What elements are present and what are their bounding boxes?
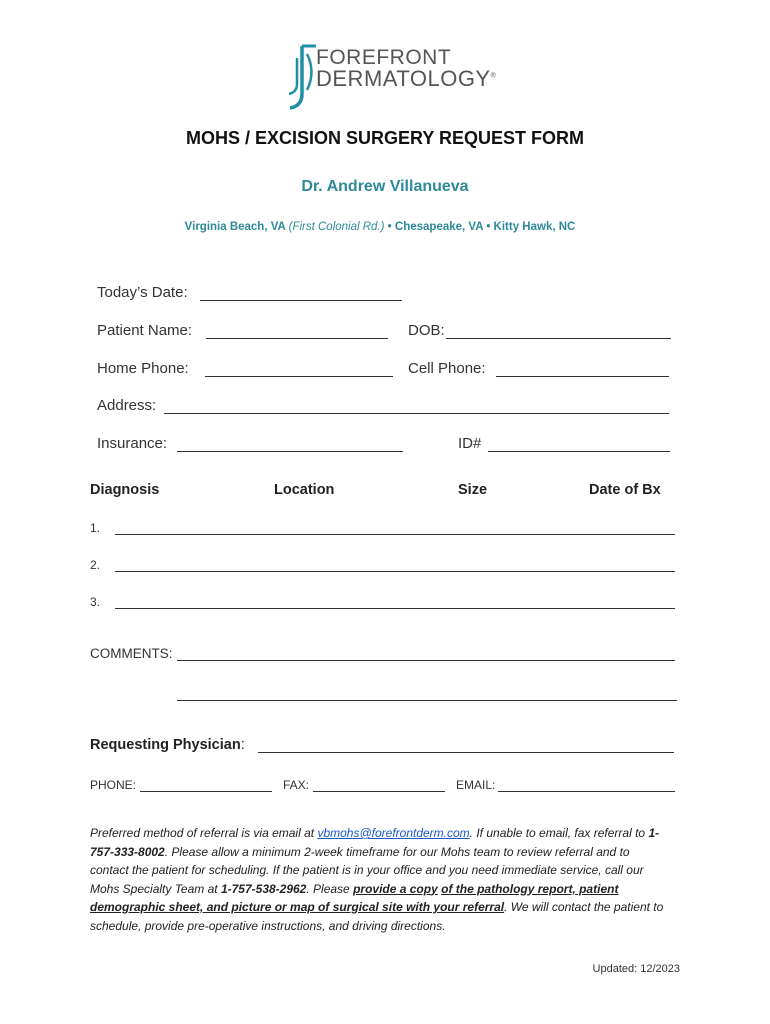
patient-name-field[interactable] bbox=[206, 337, 388, 339]
referral-email-link[interactable]: vbmohs@forefrontderm.com bbox=[317, 826, 470, 840]
diagnosis-row-2[interactable] bbox=[115, 570, 675, 572]
insurance-label: Insurance: bbox=[97, 435, 168, 452]
referral-instructions: Preferred method of referral is via email at vbmohs@forefrontderm.com. If unable to email, fax referral to 1-757-333-8002. Please allow a minimum 2-week timeframe for our Mohs team to review referral and to contact the patient for scheduling. If the patient is in your office and you need immediate service, call our Mohs Specialty Team at 1-757-538-2962. Please provide a copy of the pathology report, patient demographic sheet, and picture or map of surgical site with your referral. We will contact the patient to schedule, provide pre-operative instructions, and driving directions. bbox=[90, 826, 664, 933]
cell-phone-field[interactable] bbox=[496, 375, 669, 377]
row-number-2: 2. bbox=[90, 558, 101, 572]
dob-label: DOB: bbox=[408, 322, 445, 339]
fax-field[interactable] bbox=[313, 790, 445, 792]
todays-date-field[interactable] bbox=[200, 299, 402, 301]
comments-field-line1[interactable] bbox=[177, 659, 675, 661]
address-field[interactable] bbox=[164, 412, 669, 414]
requesting-physician-label: Requesting Physician: bbox=[90, 737, 245, 753]
phone-label: PHONE: bbox=[90, 778, 137, 792]
home-phone-field[interactable] bbox=[205, 375, 393, 377]
email-label: EMAIL: bbox=[456, 778, 496, 792]
row-number-3: 3. bbox=[90, 595, 101, 609]
diagnosis-header: Diagnosis bbox=[90, 482, 160, 498]
id-label: ID# bbox=[458, 435, 482, 452]
comments-label: COMMENTS: bbox=[90, 646, 173, 661]
id-field[interactable] bbox=[488, 450, 670, 452]
doctor-name: Dr. Andrew Villanueva bbox=[301, 178, 469, 195]
patient-name-label: Patient Name: bbox=[97, 322, 193, 339]
home-phone-label: Home Phone: bbox=[97, 360, 189, 377]
dob-field[interactable] bbox=[446, 337, 671, 339]
updated-date: Updated: 12/2023 bbox=[592, 963, 680, 975]
logo-text-line1: FOREFRONT bbox=[316, 46, 452, 69]
fax-label: FAX: bbox=[283, 778, 310, 792]
logo-text-line2: DERMATOLOGY® bbox=[316, 66, 497, 91]
insurance-field[interactable] bbox=[177, 450, 403, 452]
locations-line: Virginia Beach, VA (First Colonial Rd.) • Chesapeake, VA • Kitty Hawk, NC bbox=[184, 221, 576, 233]
location-header: Location bbox=[274, 482, 335, 498]
row-number-1: 1. bbox=[90, 521, 101, 535]
address-label: Address: bbox=[97, 397, 157, 414]
mohs-phone-number: 1-757-538-2962 bbox=[220, 881, 307, 896]
diagnosis-row-3[interactable] bbox=[115, 607, 675, 609]
date-of-bx-header: Date of Bx bbox=[589, 482, 661, 498]
logo-mark-icon bbox=[286, 44, 320, 110]
email-field[interactable] bbox=[498, 790, 675, 792]
diagnosis-row-1[interactable] bbox=[115, 533, 675, 535]
forefront-logo bbox=[286, 44, 496, 110]
cell-phone-label: Cell Phone: bbox=[408, 360, 486, 377]
comments-field-line2[interactable] bbox=[177, 699, 677, 701]
form-title: MOHS / EXCISION SURGERY REQUEST FORM bbox=[185, 128, 585, 148]
todays-date-label: Today’s Date: bbox=[97, 284, 188, 301]
size-header: Size bbox=[458, 482, 488, 498]
phone-field[interactable] bbox=[140, 790, 272, 792]
fax-number: 1-757-333-8002 bbox=[90, 826, 660, 859]
requesting-physician-field[interactable] bbox=[258, 751, 674, 753]
